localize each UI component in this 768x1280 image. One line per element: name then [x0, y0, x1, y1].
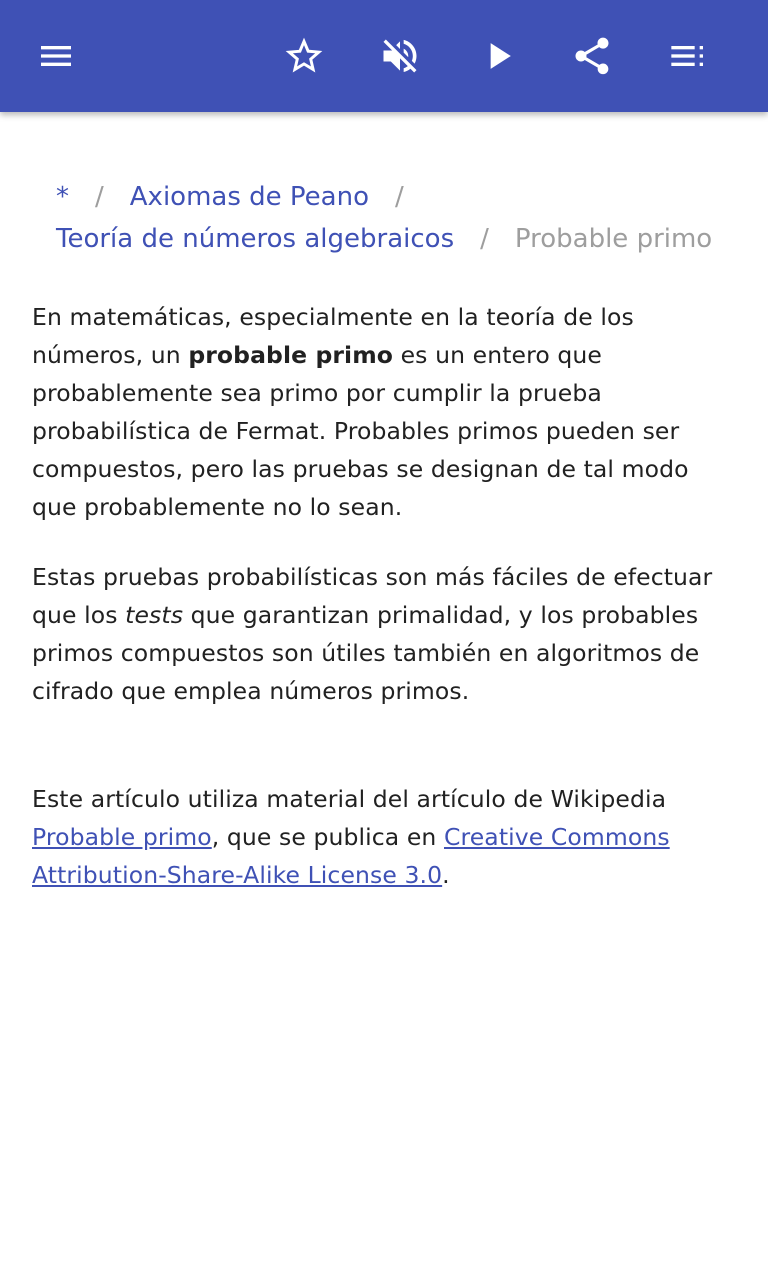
breadcrumb-separator: /	[394, 182, 404, 212]
star-outline-icon	[282, 34, 326, 78]
menu-icon	[36, 36, 76, 76]
breadcrumb	[32, 176, 736, 260]
license-link[interactable]: Creative Commons Attribution-Share-Alike License 3.0	[32, 823, 670, 889]
menu-button[interactable]	[28, 28, 84, 84]
favorite-button[interactable]	[276, 28, 332, 84]
app-bar	[0, 0, 768, 112]
bold-term: probable primo	[188, 341, 394, 369]
share-icon	[570, 34, 614, 78]
mute-button[interactable]	[372, 28, 428, 84]
wikipedia-article-link[interactable]: Probable primo	[32, 823, 212, 851]
breadcrumb-item-axiomas-de-peano[interactable]: Axiomas de Peano	[129, 182, 369, 212]
playlist-icon	[668, 36, 708, 76]
attribution-text: .	[442, 861, 450, 889]
attribution-text: , que se publica en	[211, 823, 444, 851]
paragraph-text: Estas pruebas probabilísticas son más fáciles de efectuar que los	[32, 563, 713, 629]
breadcrumb-separator: /	[480, 224, 489, 254]
play-button[interactable]	[470, 28, 526, 84]
attribution	[32, 780, 736, 894]
article-paragraph	[32, 558, 736, 710]
breadcrumb-item-root[interactable]: *	[56, 182, 69, 212]
breadcrumb-item-teoria-de-numeros[interactable]: Teoría de números algebraicos	[56, 224, 455, 254]
paragraph-text: que garantizan primalidad, y los probables primos compuestos son útiles también en algoritmos de cifrado que emplea números primos.	[32, 601, 700, 705]
breadcrumb-current: Probable primo	[514, 224, 713, 254]
table-of-contents-button[interactable]	[660, 28, 716, 84]
play-icon	[476, 34, 520, 78]
volume-off-icon	[378, 34, 422, 78]
italic-term: tests	[125, 601, 184, 629]
share-button[interactable]	[564, 28, 620, 84]
breadcrumb-separator: /	[95, 182, 104, 212]
attribution-text: Este artículo utiliza material del artículo de Wikipedia	[32, 785, 667, 813]
paragraph-text: es un entero que probablemente sea primo por cumplir la prueba probabilística de Fermat. Probables primos pueden ser compuestos, pero las pruebas se designan de tal modo que probablemente no lo sean.	[32, 341, 689, 521]
article-content	[32, 112, 736, 894]
article-paragraph	[32, 298, 736, 526]
paragraph-text: En matemáticas, especialmente en la teoría de los números, un	[32, 303, 634, 369]
